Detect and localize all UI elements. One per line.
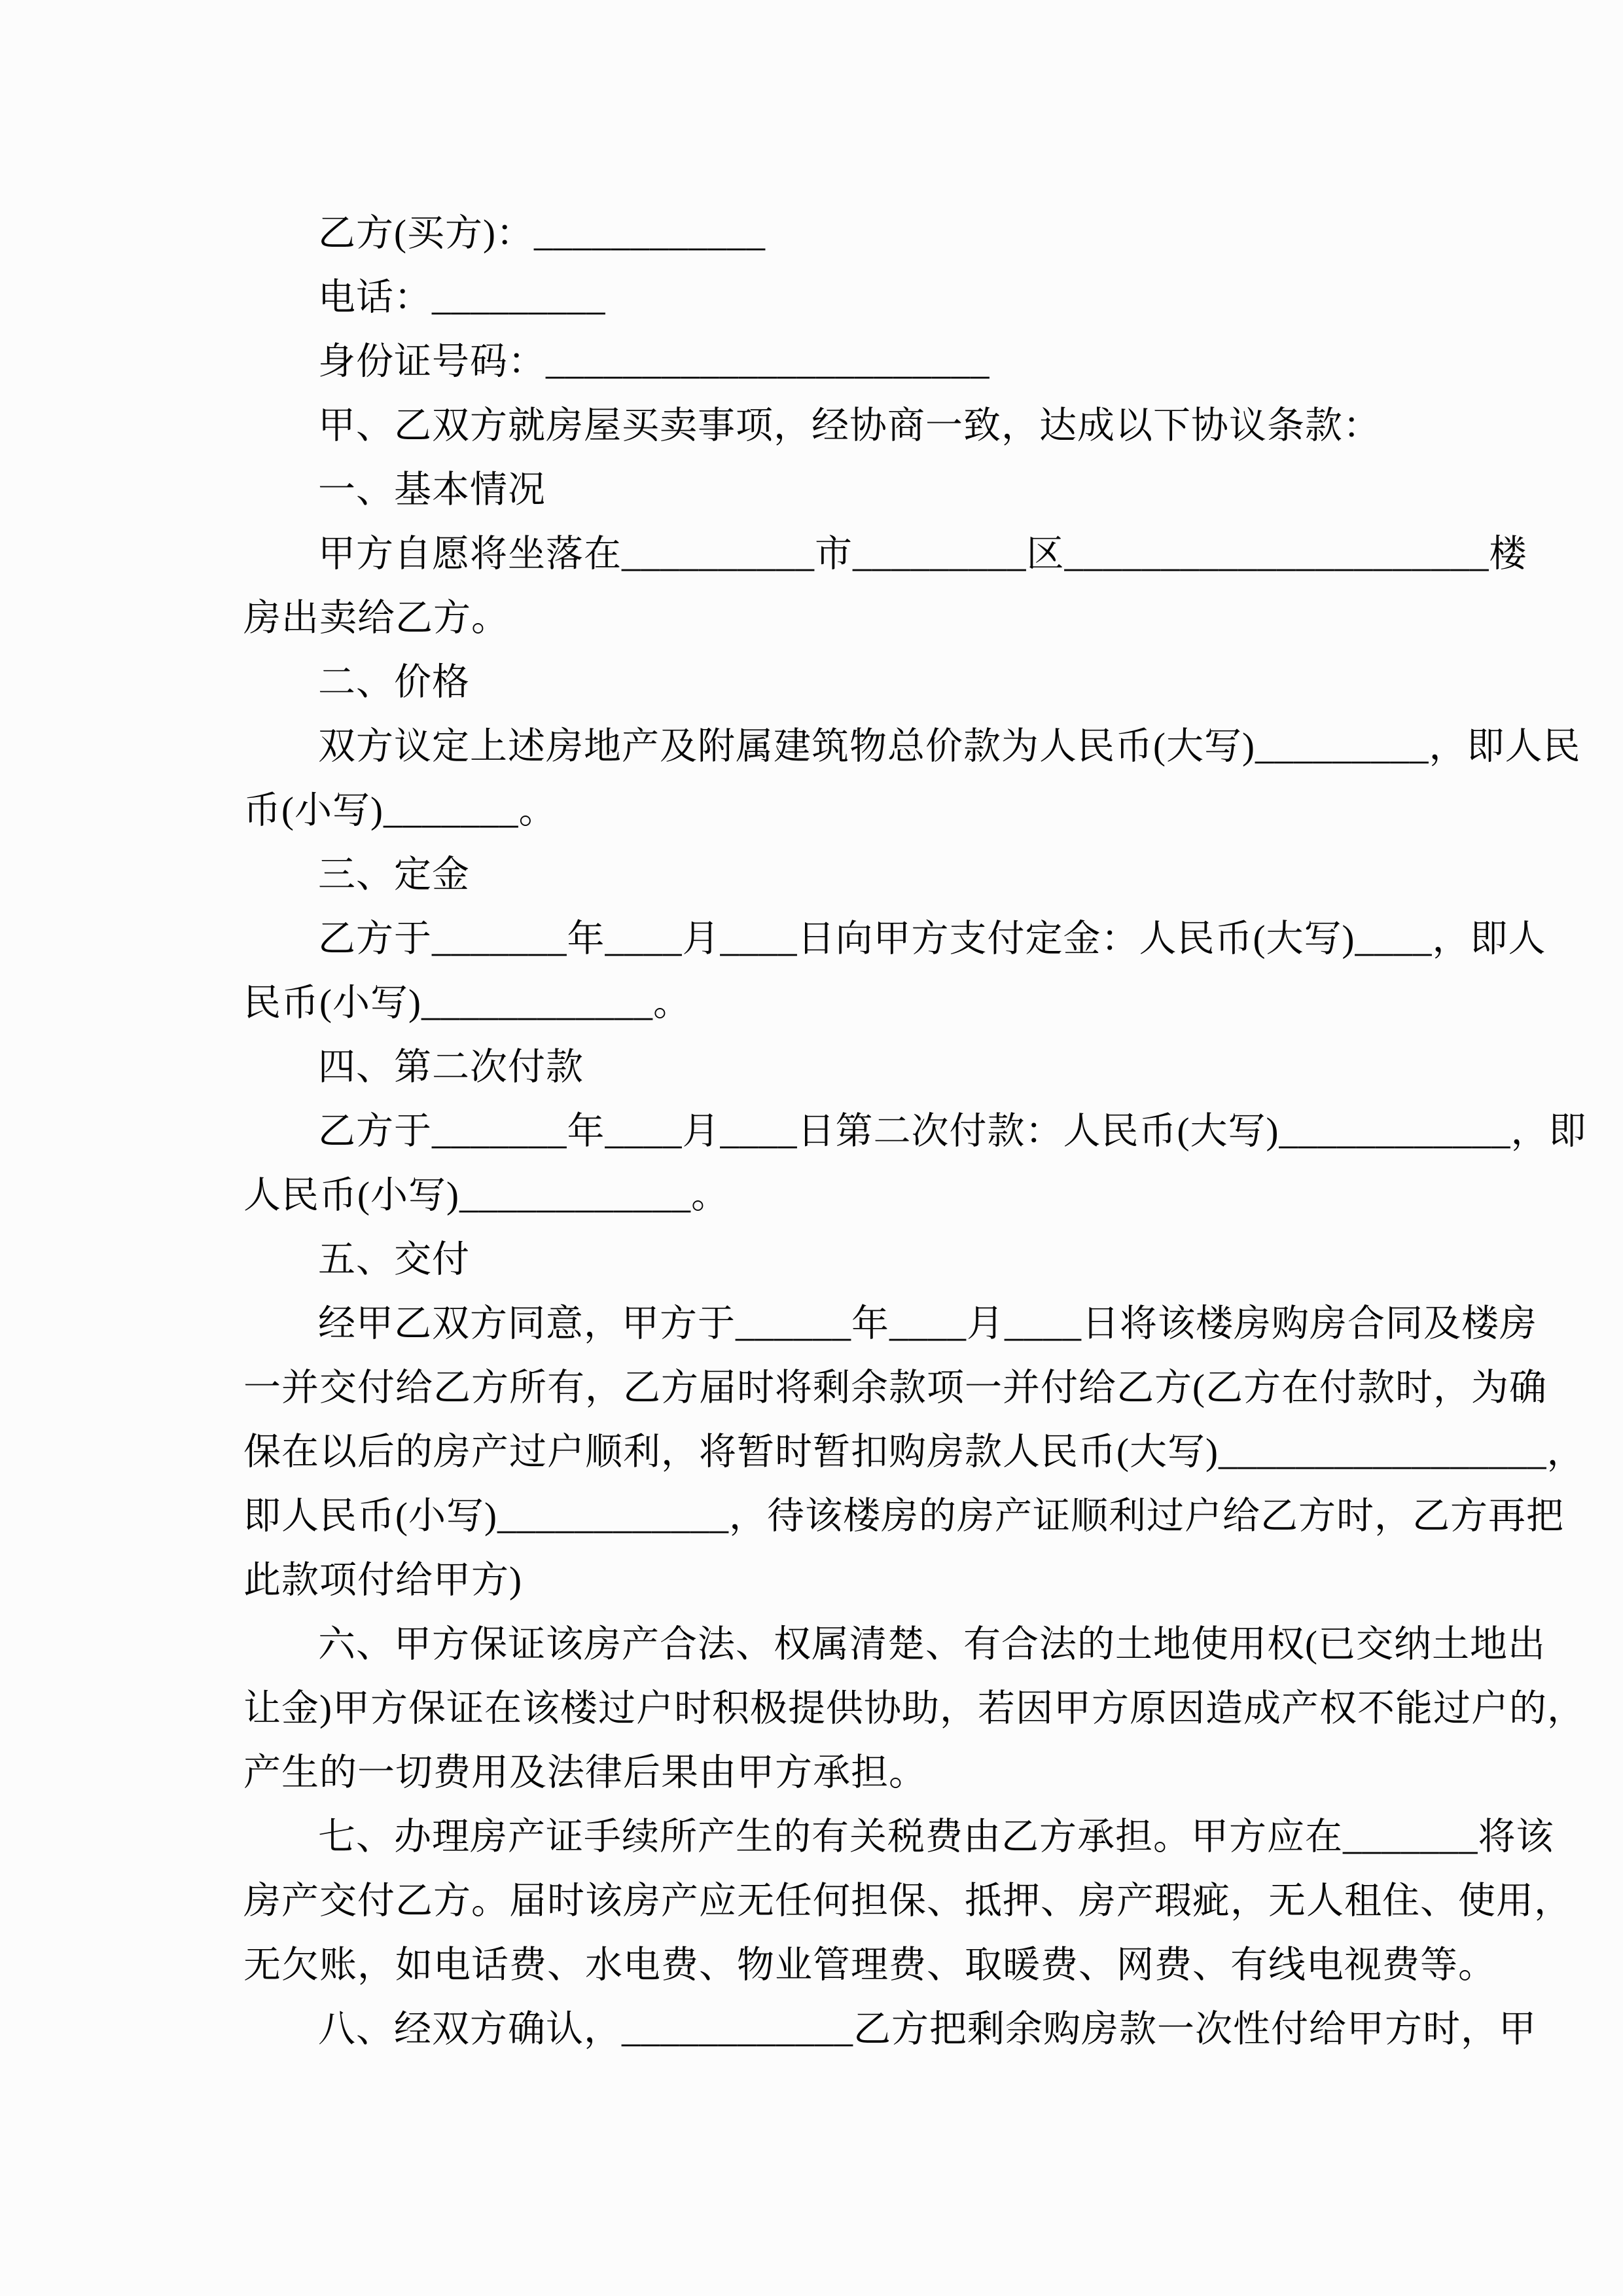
doc-line: 四、第二次付款	[318, 1047, 584, 1088]
doc-line: 产生的一切费用及法律后果由甲方承担。	[243, 1752, 927, 1793]
doc-line: 三、定金	[318, 854, 470, 895]
doc-line: 七、办理房产证手续所产生的有关税费由乙方承担。甲方应在_______将该	[318, 1816, 1554, 1857]
doc-line: 一、基本情况	[318, 469, 546, 511]
doc-line: 乙方于_______年____月____日向甲方支付定金：人民币(大写)____，即人	[318, 918, 1546, 960]
doc-line: 身份证号码：_______________________	[318, 341, 990, 382]
doc-line: 二、价格	[318, 662, 470, 703]
doc-line: 六、甲方保证该房产合法、权属清楚、有合法的土地使用权(已交纳土地出	[318, 1624, 1546, 1665]
doc-line: 房产交付乙方。届时该房产应无任何担保、抵押、房产瑕疵，无人租住、使用，	[243, 1880, 1572, 1922]
doc-line: 一并交付给乙方所有，乙方届时将剩余款项一并付给乙方(乙方在付款时，为确	[243, 1367, 1547, 1408]
doc-line: 即人民币(小写)____________，待该楼房的房产证顺利过户给乙方时，乙方再把	[243, 1496, 1564, 1537]
doc-line: 电话：_________	[318, 277, 606, 318]
doc-line: 币(小写)_______。	[243, 790, 557, 831]
doc-line: 五、交付	[318, 1239, 470, 1280]
doc-line: 民币(小写)____________。	[243, 982, 691, 1024]
doc-line: 甲、乙双方就房屋买卖事项，经协商一致，达成以下协议条款：	[318, 405, 1381, 446]
doc-line: 八、经双方确认，____________乙方把剩余购房款一次性付给甲方时，甲	[318, 2009, 1537, 2050]
doc-line: 双方议定上述房地产及附属建筑物总价款为人民币(大写)_________，即人民	[318, 726, 1581, 767]
doc-line: 经甲乙双方同意，甲方于______年____月____日将该楼房购房合同及楼房	[318, 1303, 1537, 1344]
doc-line: 此款项付给甲方)	[243, 1560, 522, 1601]
doc-line: 无欠账，如电话费、水电费、物业管理费、取暖费、网费、有线电视费等。	[243, 1945, 1496, 1986]
doc-line: 保在以后的房产过户顺利，将暂时暂扣购房款人民币(大写)_________________，	[243, 1431, 1585, 1473]
doc-line: 房出卖给乙方。	[243, 598, 509, 639]
doc-line: 乙方于_______年____月____日第二次付款：人民币(大写)____________，即	[318, 1111, 1587, 1152]
doc-line: 让金)甲方保证在该楼过户时积极提供协助，若因甲方原因造成产权不能过户的，	[243, 1688, 1585, 1729]
doc-line: 人民币(小写)____________。	[243, 1175, 729, 1216]
doc-line: 甲方自愿将坐落在__________市_________区______________________楼	[318, 533, 1527, 575]
doc-line: 乙方(买方)：____________	[318, 213, 766, 254]
